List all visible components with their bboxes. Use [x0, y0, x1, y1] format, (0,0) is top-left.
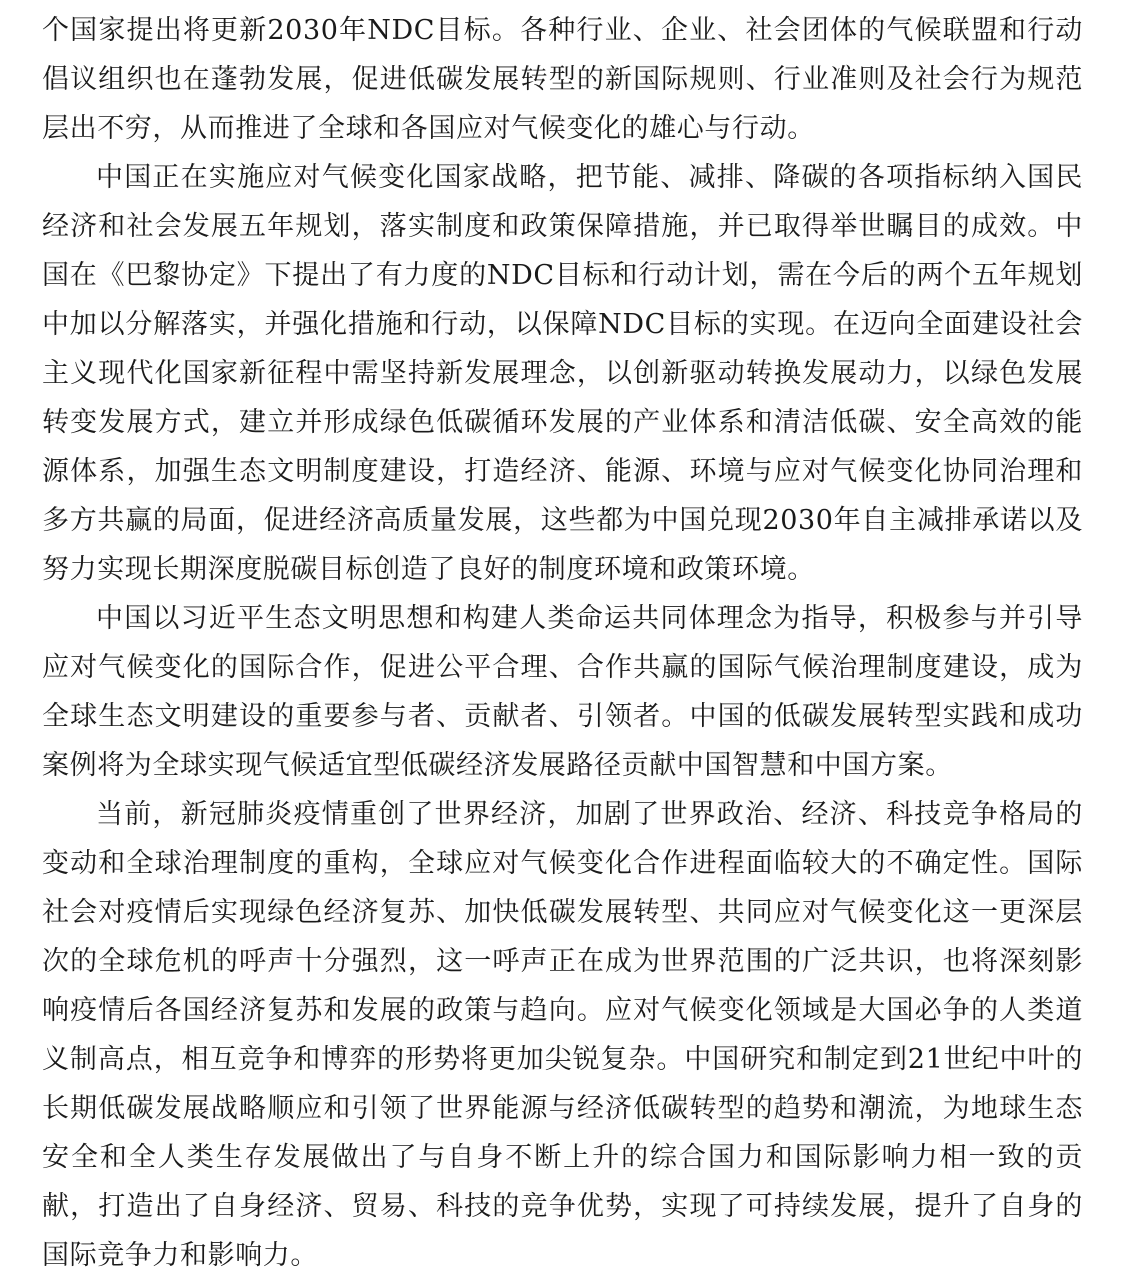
paragraph-3: 中国以习近平生态文明思想和构建人类命运共同体理念为指导，积极参与并引导应对气候变化的国际合作，促进公平合理、合作共赢的国际气候治理制度建设，成为全球生态文明建设的重要参与者、贡献者、引领者。中国的低碳发展转型实践和成功案例将为全球实现气候适宜型低碳经济发展路径贡献中国智慧和中国方案。	[42, 603, 1083, 781]
paragraph-4: 当前，新冠肺炎疫情重创了世界经济，加剧了世界政治、经济、科技竞争格局的变动和全球治理制度的重构，全球应对气候变化合作进程面临较大的不确定性。国际社会对疫情后实现绿色经济复苏、加快低碳发展转型、共同应对气候变化这一更深层次的全球危机的呼声十分强烈，这一呼声正在成为世界范围的广泛共识，也将深刻影响疫情后各国经济复苏和发展的政策与趋向。应对气候变化领域是大国必争的人类道义制高点，相互竞争和博弈的形势将更加尖锐复杂。中国研究和制定到21世纪中叶的长期低碳发展战略顺应和引领了世界能源与经济低碳转型的趋势和潮流，为地球生态安全和全人类生存发展做出了与自身不断上升的综合国力和国际影响力相一致的贡献，打造出了自身经济、贸易、科技的竞争优势，实现了可持续发展，提升了自身的国际竞争力和影响力。	[42, 799, 1083, 1271]
paragraph-1: 个国家提出将更新2030年NDC目标。各种行业、企业、社会团体的气候联盟和行动倡议组织也在蓬勃发展，促进低碳发展转型的新国际规则、行业准则及社会行为规范层出不穷，从而推进了全球和各国应对气候变化的雄心与行动。	[42, 15, 1083, 144]
paragraph-2: 中国正在实施应对气候变化国家战略，把节能、减排、降碳的各项指标纳入国民经济和社会发展五年规划，落实制度和政策保障措施，并已取得举世瞩目的成效。中国在《巴黎协定》下提出了有力度的NDC目标和行动计划，需在今后的两个五年规划中加以分解落实，并强化措施和行动，以保障NDC目标的实现。在迈向全面建设社会主义现代化国家新征程中需坚持新发展理念，以创新驱动转换发展动力，以绿色发展转变发展方式，建立并形成绿色低碳循环发展的产业体系和清洁低碳、安全高效的能源体系，加强生态文明制度建设，打造经济、能源、环境与应对气候变化协同治理和多方共赢的局面，促进经济高质量发展，这些都为中国兑现2030年自主减排承诺以及努力实现长期深度脱碳目标创造了良好的制度环境和政策环境。	[42, 162, 1083, 585]
